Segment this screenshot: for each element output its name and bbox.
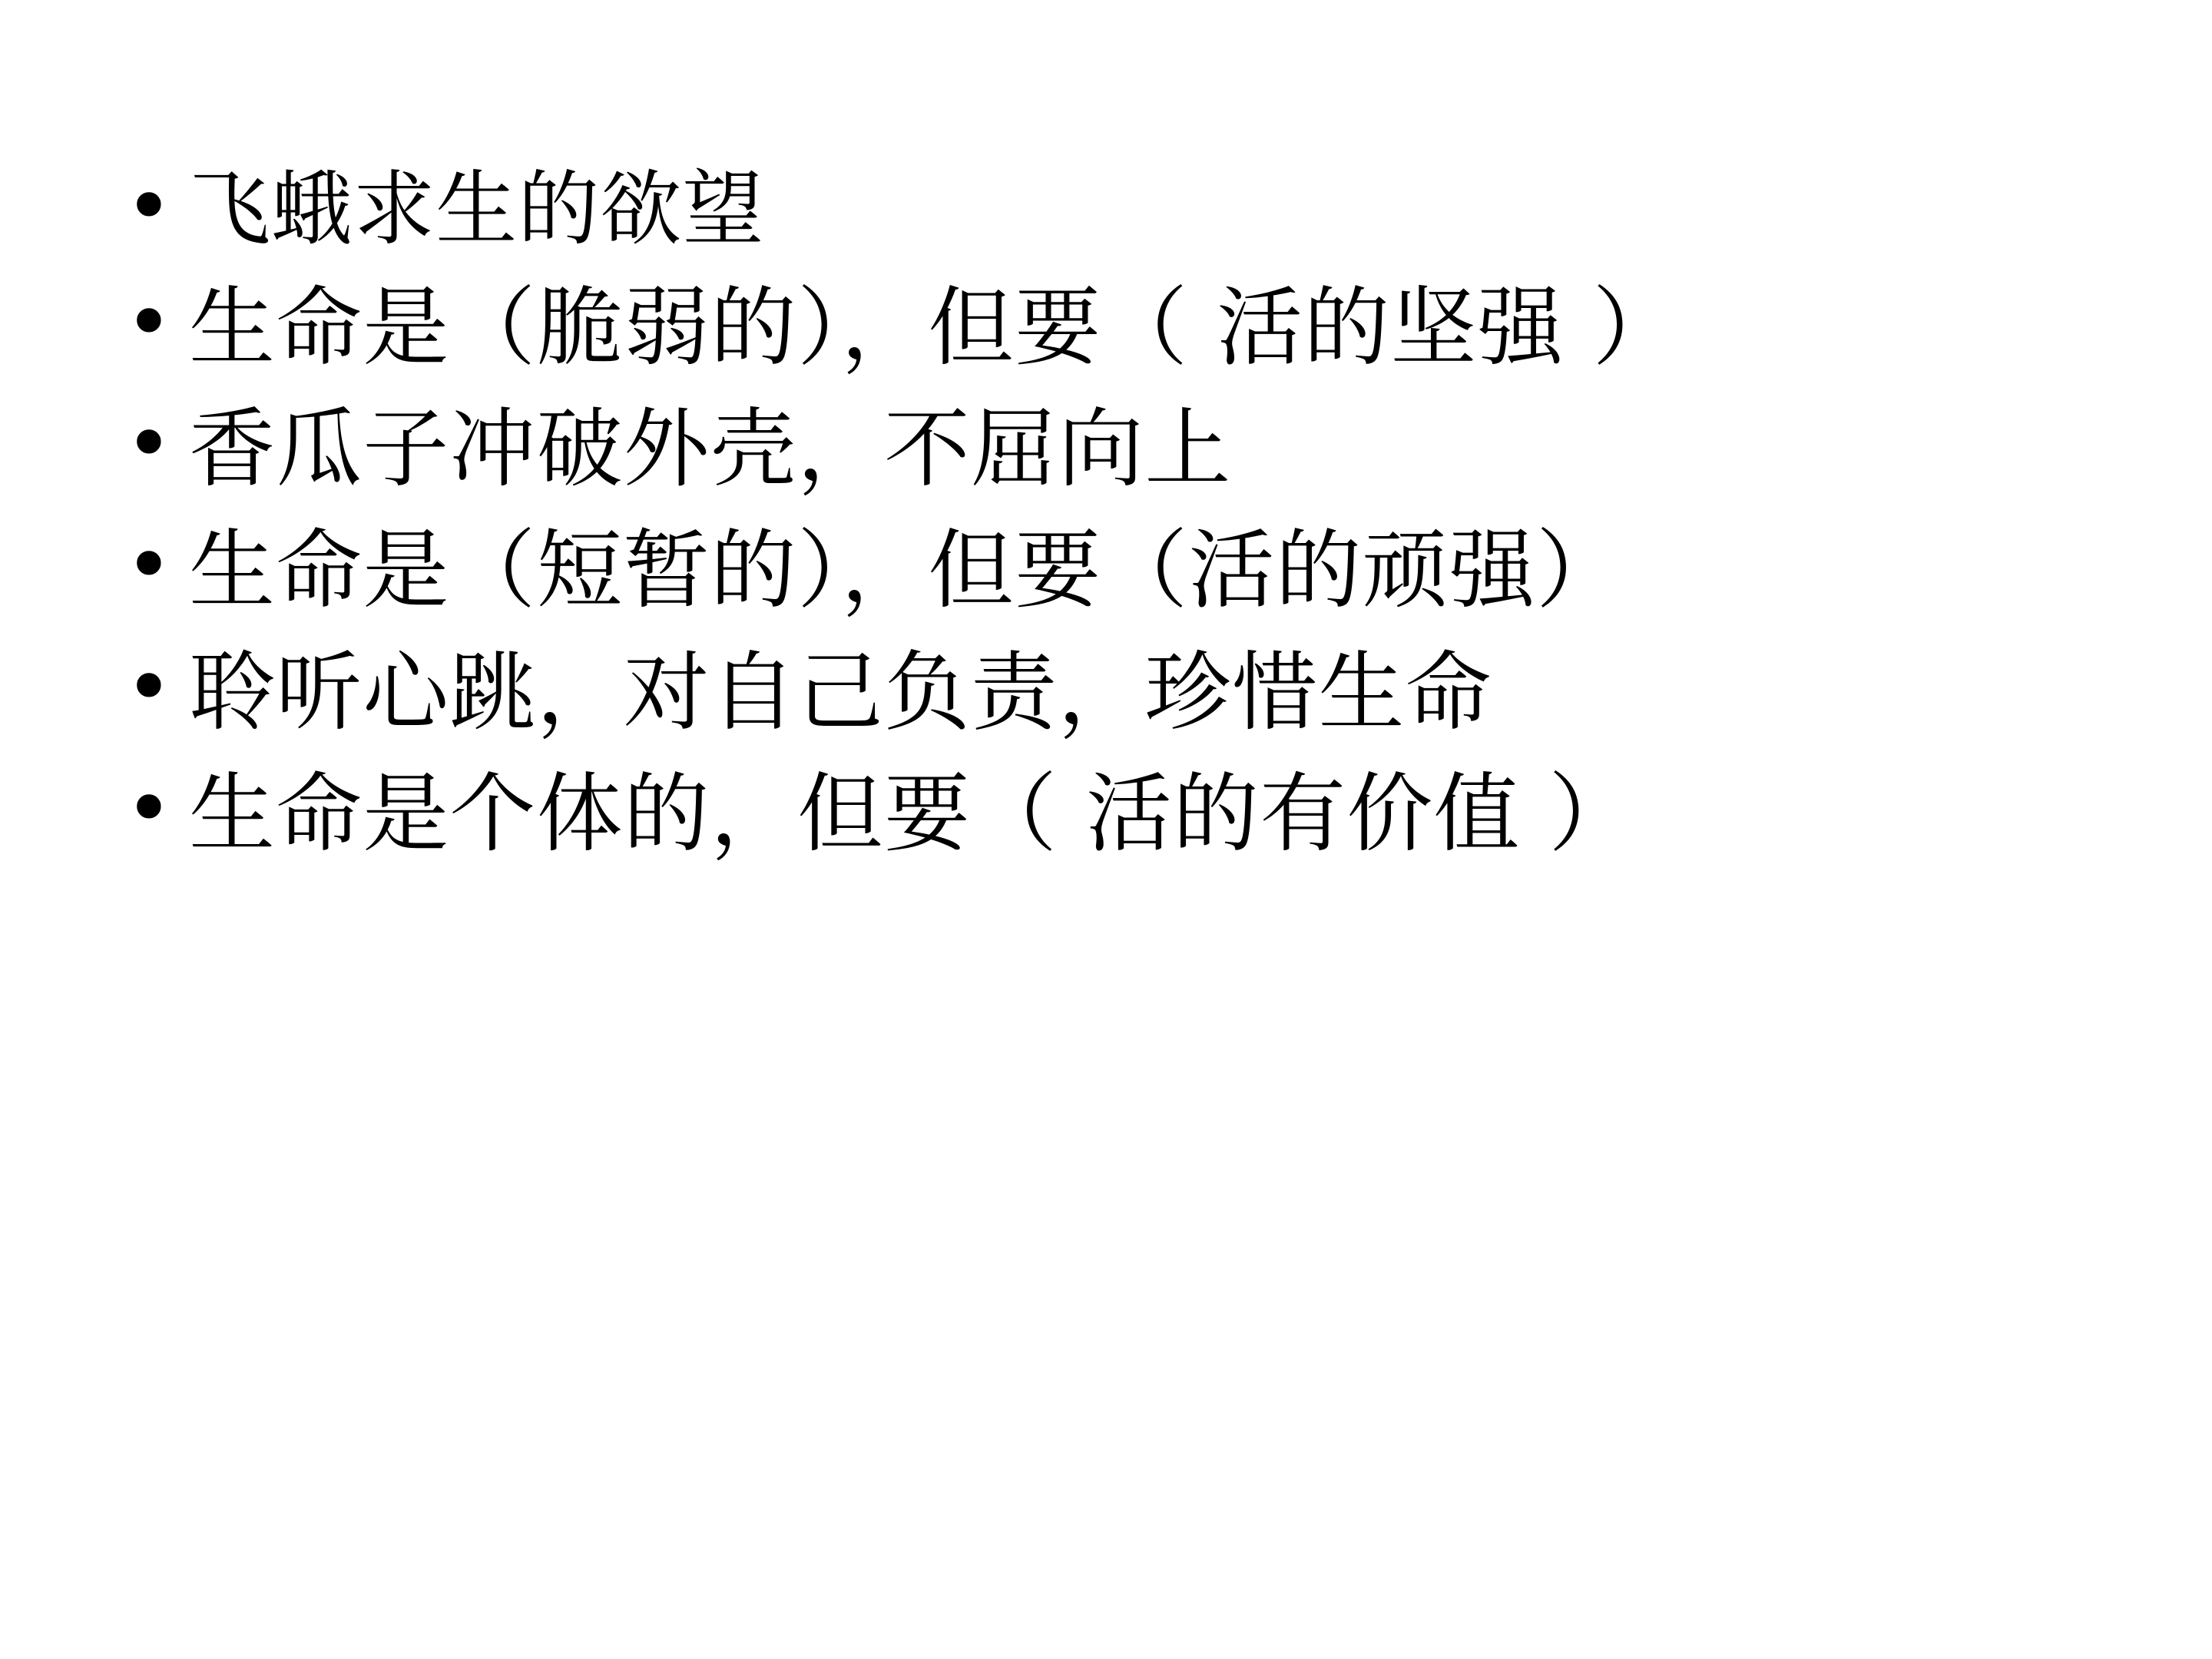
bullet-list xyxy=(115,161,2120,865)
list-item-text: 生命是个体的，但要（ 活的有价值 ） xyxy=(189,763,1636,864)
list-item xyxy=(115,760,2120,865)
list-item xyxy=(115,277,2120,379)
list-item-text: 香瓜子冲破外壳，不屈向上 xyxy=(189,399,1232,500)
list-item-text: 聆听心跳，对自己负责，珍惜生命 xyxy=(189,642,1492,743)
list-item-text: 生命是（脆弱的），但要（ 活的坚强 ） xyxy=(189,278,1680,379)
list-item-text: 飞蛾求生的欲望 xyxy=(189,162,765,257)
list-item xyxy=(115,161,2120,257)
bullet-point-icon: • xyxy=(124,159,174,255)
bullet-point-icon: • xyxy=(124,396,174,493)
bullet-point-icon: • xyxy=(124,760,174,857)
list-item xyxy=(115,396,2120,500)
bullet-point-icon: • xyxy=(124,518,174,614)
bullet-point-icon: • xyxy=(124,275,174,372)
list-item xyxy=(115,520,2120,621)
list-item xyxy=(115,639,2120,743)
bullet-point-icon: • xyxy=(124,639,174,736)
list-item-text: 生命是（短暂的），但要（活的顽强） xyxy=(189,521,1624,621)
